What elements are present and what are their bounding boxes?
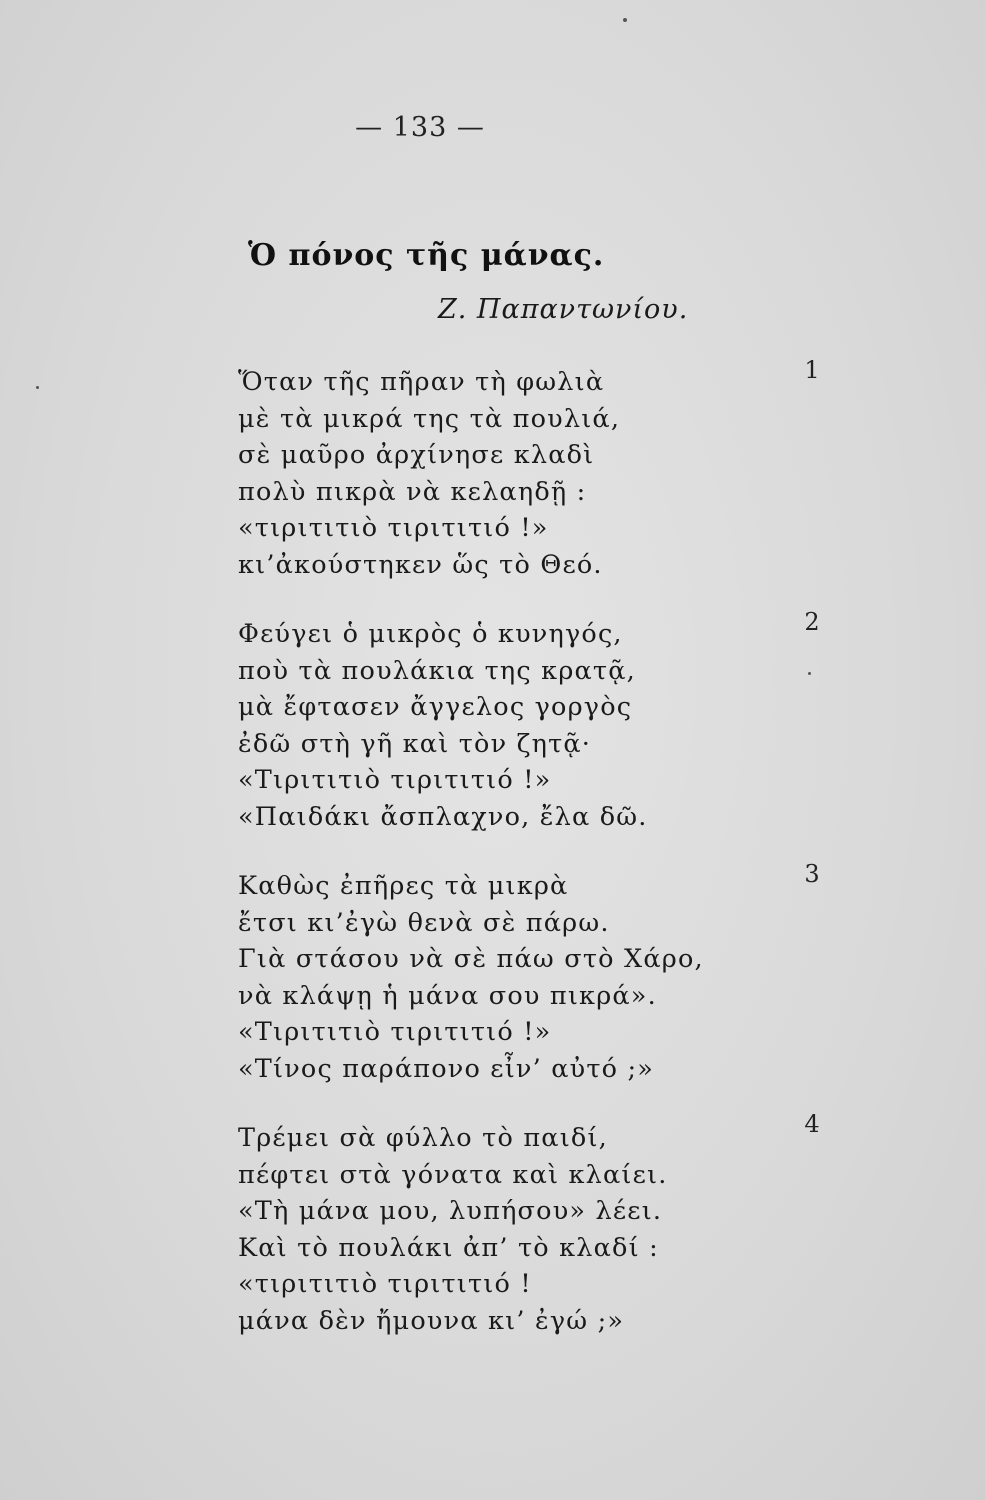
poem-line: «Παιδάκι ἄσπλαχνο, ἔλα δῶ. [238,801,648,832]
poem-line: Γιὰ στάσου νὰ σὲ πάω στὸ Χάρο, [238,944,704,975]
paper-speck [623,18,627,22]
stanza [238,1120,758,1340]
poem-line: πολὺ πικρὰ νὰ κελαηδῇ : [238,476,587,507]
poem-title: Ὁ πόνος τῆς μάνας. [248,238,605,273]
poem-line: «Τιριτιτιὸ τιριτιτιό !» [238,1017,552,1048]
poem-line: «Τὴ μάνα μου, λυπήσου» λέει. [238,1196,663,1227]
poem-line: «Τίνος παράπονο εἶν’ αὐτό ;» [238,1053,655,1084]
poem-line: μὲ τὰ μικρά της τὰ πουλιά, [238,403,621,434]
poem-line: «τιριτιτιὸ τιριτιτιό !» [238,513,549,544]
paper-speck [808,672,811,675]
poem-line: «Τιριτιτιὸ τιριτιτιό !» [238,765,552,796]
poem-line: «τιριτιτιὸ τιριτιτιό ! [238,1269,532,1300]
page-number: — 133 — [355,112,485,143]
poem-line: Ὅταν τῆς πῆραν τὴ φωλιὰ [238,367,605,397]
poem-line: μάνα δὲν ἤμουνα κι’ ἐγώ ;» [238,1305,625,1336]
poem-line: κι’ἀκούστηκεν ὥς τὸ Θεό. [238,549,603,580]
poem-line: σὲ μαῦρο ἀρχίνησε κλαδὶ [238,440,595,471]
poem-line: ποὺ τὰ πουλάκια της κρατᾷ, [238,655,636,686]
stanza-number: 1 [804,356,820,384]
poem-line: νὰ κλάψῃ ἡ μάνα σου πικρά». [238,980,657,1011]
poem-line: Τρέμει σὰ φύλλο τὸ παιδί, [238,1123,608,1153]
poem-author: Ζ. Παπαντωνίου. [438,294,689,325]
poem-line: μὰ ἔφτασεν ἄγγελος γοργὸς [238,692,633,723]
poem-line: Καὶ τὸ πουλάκι ἀπ’ τὸ κλαδί : [238,1232,659,1263]
stanza [238,868,758,1088]
stanza-number: 4 [804,1110,820,1138]
stanza [238,616,758,836]
poem-line: Καθὼς ἐπῆρες τὰ μικρὰ [238,871,569,901]
poem-line: πέφτει στὰ γόνατα καὶ κλαίει. [238,1159,668,1190]
paper-speck [36,386,39,389]
poem-line: Φεύγει ὁ μικρὸς ὁ κυνηγός, [238,619,623,649]
stanza [238,364,758,584]
stanza-number: 2 [804,608,820,636]
poem-line: ἔτσι κι’ἐγὼ θενὰ σὲ πάρω. [238,907,610,938]
poem-line: ἐδῶ στὴ γῆ καὶ τὸν ζητᾷ· [238,728,592,759]
stanza-number: 3 [804,860,820,888]
